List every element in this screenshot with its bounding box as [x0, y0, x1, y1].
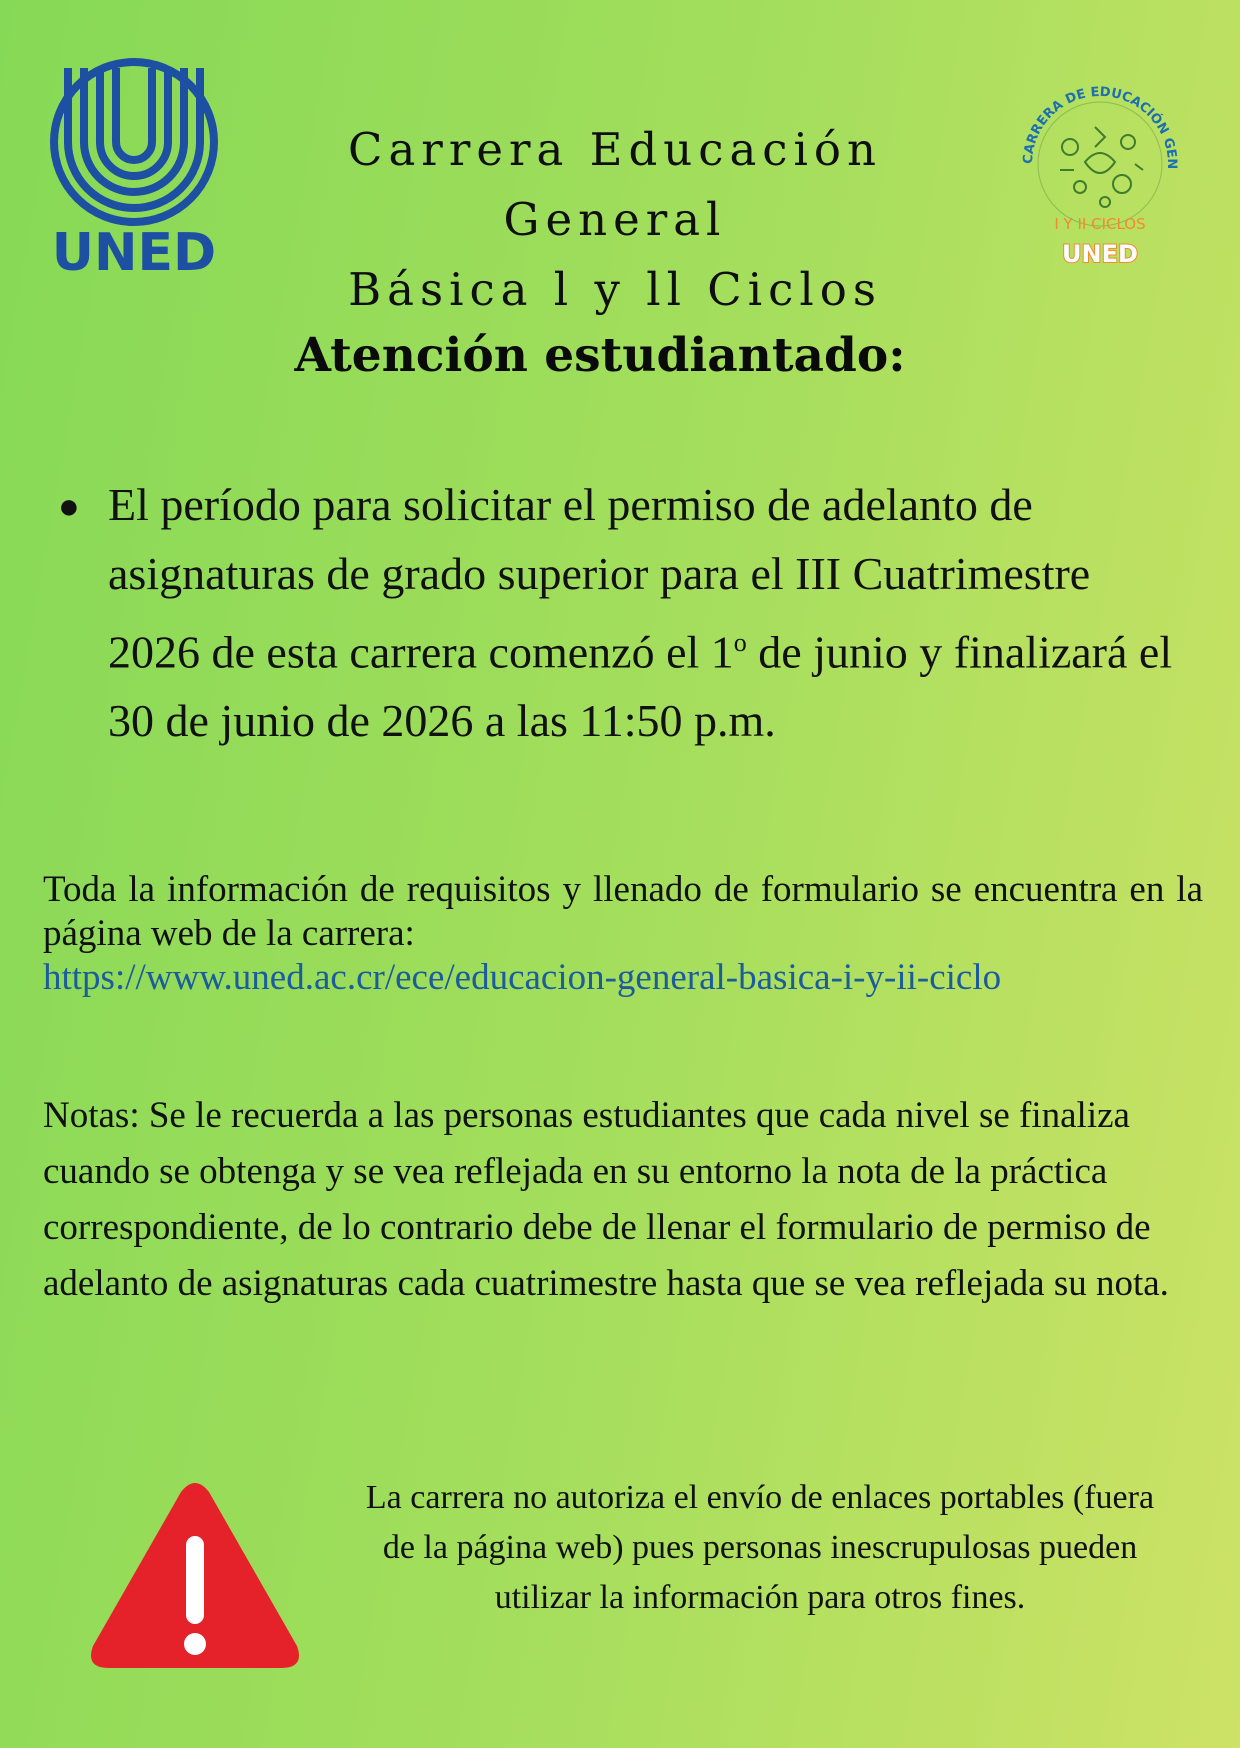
header-title: [240, 115, 990, 325]
announcement-text-main: El período para solicitar el permiso de adelanto de asignaturas de grado superior para el III Cuatrimestre 2026 de esta carrera comenzó el 1: [108, 479, 1091, 678]
info-text: Toda la información de requisitos y llenado de formulario se encuentra en la página web de la carrera:: [43, 869, 1203, 954]
seal-cycles-text: I Y II CICLOS: [1054, 215, 1146, 233]
announcement-text-rest: de junio y finalizará el 30 de junio de 2026 a las 11:50 p.m.: [108, 626, 1173, 747]
notes-paragraph: Notas: Se le recuerda a las personas estudiantes que cada nivel se finaliza cuando se obtenga y se vea reflejada en su entorno la nota de la práctica correspondiente, de lo contrario debe de llenar el formulario de permiso de adelanto de asignaturas cada cuatrimestre hasta que se vea reflejada su nota.: [43, 1095, 1169, 1304]
svg-text:CARRERA DE EDUCACIÓN GENERAL B: [1010, 52, 1179, 169]
seal-uned-text: UNED: [1062, 240, 1138, 268]
header-title-line1: Carrera Educación General: [348, 123, 882, 246]
seal-ring-text: CARRERA DE EDUCACIÓN GEN: [1020, 84, 1180, 170]
announcement-bullet: [58, 470, 1188, 755]
warning-triangle-icon: [85, 1478, 305, 1678]
uned-logo-text: UNED: [51, 223, 217, 276]
attention-heading: Atención estudiantado:: [294, 328, 906, 383]
announcement-ordinal: o: [733, 628, 747, 657]
warning-text: La carrera no autoriza el envío de enlaces portables (fuera de la página web) pues personas inescrupulosas pueden utilizar la información para otros fines.: [365, 1479, 1155, 1616]
career-seal-logo: [1010, 52, 1190, 282]
header-title-line2: Básica l y ll Ciclos: [348, 263, 882, 316]
announcement-text: [108, 470, 1188, 755]
uned-logo: [50, 58, 218, 276]
career-web-link[interactable]: https://www.uned.ac.cr/ece/educacion-general-basica-i-y-ii-ciclo: [43, 957, 1002, 998]
info-block: [43, 868, 1203, 1000]
bullet-dot: ●: [58, 486, 80, 526]
